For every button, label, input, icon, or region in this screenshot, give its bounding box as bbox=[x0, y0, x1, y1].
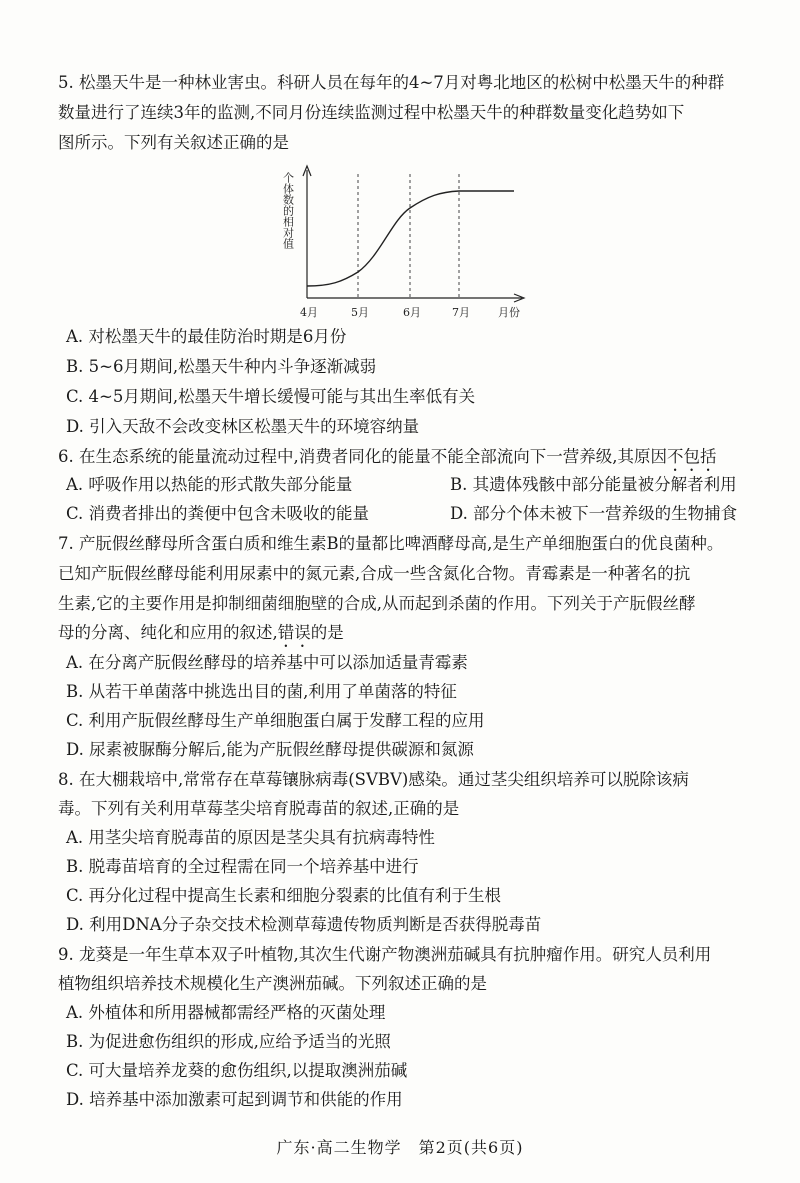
q7-stem-line-2: 已知产朊假丝酵母能利用尿素中的氮元素,合成一些含氮化合物。青霉素是一种著名的抗 bbox=[58, 564, 691, 583]
q8-option-b: B. 脱毒苗培育的全过程需在同一个培养基中进行 bbox=[66, 857, 419, 876]
population-growth-graph bbox=[282, 160, 532, 320]
q5-option-d: D. 引入天敌不会改变林区松墨天牛的环境容纳量 bbox=[66, 417, 420, 436]
q5-stem-line-3: 图所示。下列有关叙述正确的是 bbox=[58, 133, 289, 152]
q5-option-b: B. 5~6月期间,松墨天牛种内斗争逐渐减弱 bbox=[66, 357, 377, 376]
q6-option-c: C. 消费者排出的粪便中包含未吸收的能量 bbox=[66, 504, 370, 523]
q5-stem-line-1: 5. 松墨天牛是一种林业害虫。科研人员在每年的4~7月对粤北地区的松树中松墨天牛的种群 bbox=[58, 73, 725, 92]
q7-option-b: B. 从若干单菌落中挑选出目的菌,利用了单菌落的特征 bbox=[66, 682, 457, 701]
q7-stem-line-3: 生素,它的主要作用是抑制细菌细胞壁的合成,从而起到杀菌的作用。下列关于产朊假丝酵 bbox=[58, 594, 696, 613]
q6-option-a: A. 呼吸作用以热能的形式散失部分能量 bbox=[66, 475, 353, 494]
q5-stem-line-2: 数量进行了连续3年的监测,不同月份连续监测过程中松墨天牛的种群数量变化趋势如下 bbox=[58, 103, 685, 122]
q9-option-c: C. 可大量培养龙葵的愈伤组织,以提取澳洲茄碱 bbox=[66, 1061, 408, 1080]
q6-stem bbox=[58, 446, 716, 475]
q7-option-a: A. 在分离产朊假丝酵母的培养基中可以添加适量青霉素 bbox=[66, 653, 468, 672]
q6-stem-text: 6. 在生态系统的能量流动过程中,消费者同化的能量不能全部流向下一营养级,其原因 bbox=[58, 447, 667, 466]
x-tick-label-apr: 4月 bbox=[300, 306, 318, 319]
q9-option-a: A. 外植体和所用器械都需经严格的灭菌处理 bbox=[66, 1003, 386, 1022]
x-axis-label: 月份 bbox=[498, 306, 520, 319]
x-tick-label-jul: 7月 bbox=[452, 306, 470, 319]
q5-option-a: A. 对松墨天牛的最佳防治时期是6月份 bbox=[66, 327, 347, 346]
q8-option-d: D. 利用DNA分子杂交技术检测草莓遗传物质判断是否获得脱毒苗 bbox=[66, 915, 542, 934]
page-footer: 广东·高二生物学 第2页(共6页) bbox=[276, 1138, 524, 1157]
q9-option-b: B. 为促进愈伤组织的形成,应给予适当的光照 bbox=[66, 1032, 391, 1051]
q8-stem-line-1: 8. 在大棚栽培中,常常存在草莓镶脉病毒(SVBV)感染。通过茎尖组织培养可以脱除该病 bbox=[58, 770, 689, 789]
q8-stem-line-2: 毒。下列有关利用草莓茎尖培育脱毒苗的叙述,正确的是 bbox=[58, 799, 460, 818]
q8-option-a: A. 用茎尖培育脱毒苗的原因是茎尖具有抗病毒特性 bbox=[66, 828, 435, 847]
y-axis-label: 个体数的相对值 bbox=[282, 172, 295, 249]
q9-option-d: D. 培养基中添加激素可起到调节和供能的作用 bbox=[66, 1090, 403, 1109]
q7-option-d: D. 尿素被脲酶分解后,能为产朊假丝酵母提供碳源和氮源 bbox=[66, 740, 474, 759]
q9-stem-line-1: 9. 龙葵是一年生草本双子叶植物,其次生代谢产物澳洲茄碱具有抗肿瘤作用。研究人员利用 bbox=[58, 945, 712, 964]
q8-option-c: C. 再分化过程中提高生长素和细胞分裂素的比值有利于生根 bbox=[66, 886, 502, 905]
q7-stem-text: 母的分离、纯化和应用的叙述, bbox=[58, 623, 278, 642]
q6-stem-emphasis: 不包括 bbox=[666, 447, 717, 466]
q7-option-c: C. 利用产朊假丝酵母生产单细胞蛋白属于发酵工程的应用 bbox=[66, 711, 485, 730]
q9-stem-line-2: 植物组织培养技术规模化生产澳洲茄碱。下列叙述正确的是 bbox=[58, 974, 487, 993]
x-tick-label-may: 5月 bbox=[351, 306, 369, 319]
q7-stem-line-1: 7. 产朊假丝酵母所含蛋白质和维生素B的量都比啤酒酵母高,是生产单细胞蛋白的优良菌种。 bbox=[58, 534, 724, 553]
x-tick-label-jun: 6月 bbox=[403, 306, 421, 319]
q7-stem-emphasis: 错误 bbox=[277, 623, 311, 642]
x-axis bbox=[307, 294, 524, 302]
q6-option-b: B. 其遗体残骸中部分能量被分解者利用 bbox=[450, 475, 737, 494]
q7-stem-line-4 bbox=[58, 622, 344, 651]
q6-option-d: D. 部分个体未被下一营养级的生物捕食 bbox=[450, 504, 738, 523]
q5-option-c: C. 4~5月期间,松墨天牛增长缓慢可能与其出生率低有关 bbox=[66, 387, 476, 406]
q7-stem-suffix: 的是 bbox=[310, 623, 344, 642]
y-axis bbox=[303, 166, 311, 298]
